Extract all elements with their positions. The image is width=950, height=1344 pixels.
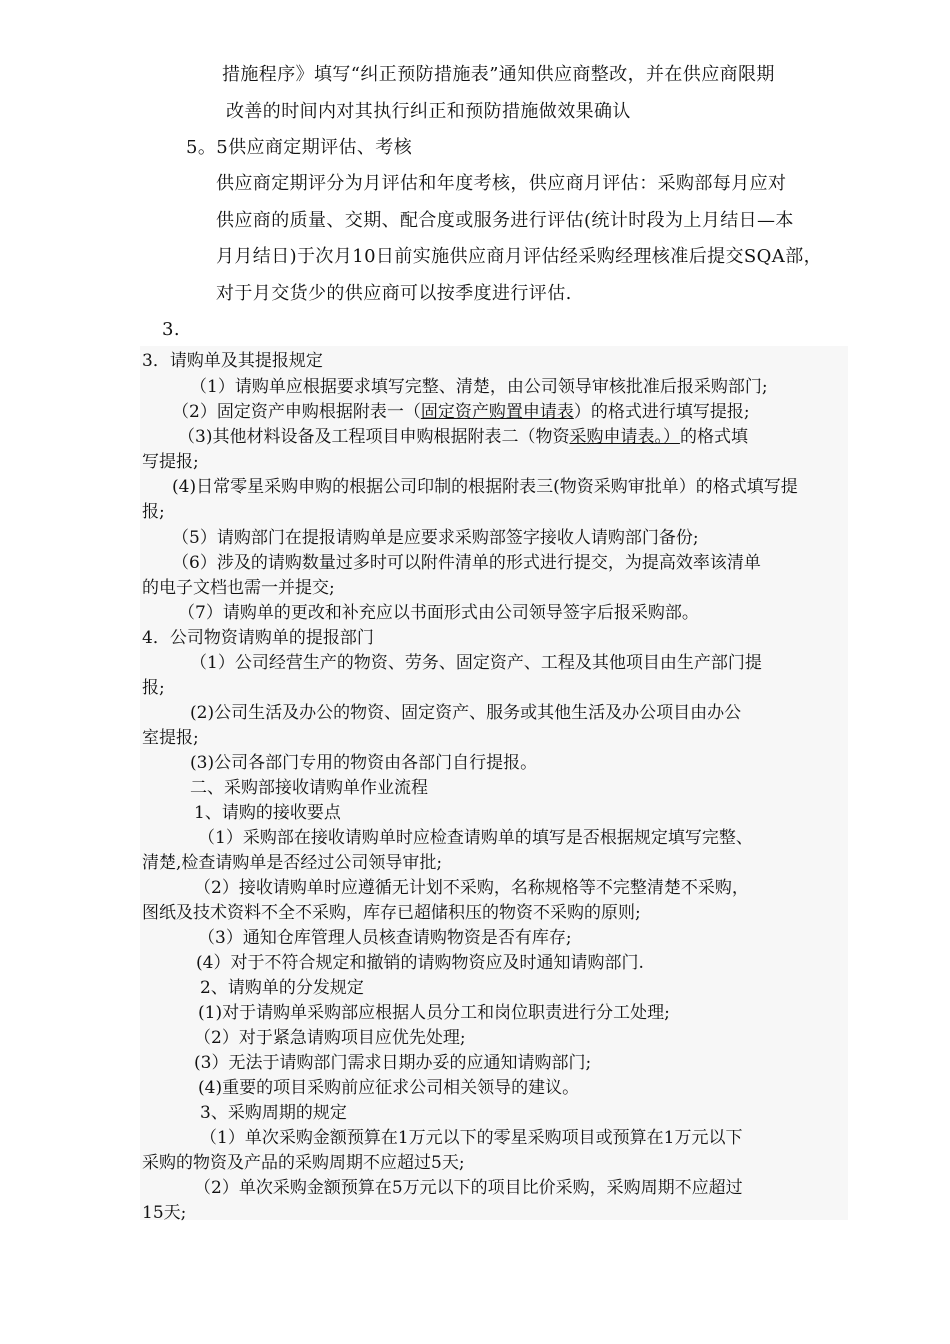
text-line: 供应商的质量、交期、配合度或服务进行评估(统计时段为上月结日—本: [216, 210, 794, 231]
list-item: （1）单次采购金额预算在1万元以下的零星采购项目或预算在1万元以下: [200, 1128, 743, 1148]
list-item: (3)公司各部门专用的物资由各部门自行提报。: [190, 753, 538, 773]
text-line: 对于月交货少的供应商可以按季度进行评估.: [216, 283, 572, 304]
subsection-title: 3、采购周期的规定: [200, 1103, 347, 1123]
section-title: 4．公司物资请购单的提报部门: [142, 628, 374, 648]
list-item-cont: 写提报;: [142, 452, 199, 472]
list-item-cont: 报;: [142, 502, 165, 522]
list-item-cont: 清楚,检查请购单是否经过公司领导审批;: [142, 853, 443, 873]
text-line: 供应商定期评分为月评估和年度考核，供应商月评估：采购部每月应对: [216, 173, 787, 194]
text-line: 措施程序》填写“纠正预防措施表”通知供应商整改，并在供应商限期: [222, 64, 775, 85]
list-item: （5）请购部门在提报请购单是应要求采购部签字接收人请购部门备份;: [172, 528, 699, 548]
list-item: （3）通知仓库管理人员核查请购物资是否有库存;: [198, 928, 572, 948]
list-item-cont: 室提报;: [142, 728, 199, 748]
list-item-cont: 图纸及技术资料不全不采购，库存已超储积压的物资不采购的原则;: [142, 903, 641, 923]
section-heading-5-5: 5。5供应商定期评估、考核: [186, 137, 413, 158]
part-title: 二、采购部接收请购单作业流程: [190, 778, 428, 798]
list-item: （2）单次采购金额预算在5万元以下的项目比价采购，采购周期不应超过: [194, 1178, 743, 1198]
list-item: （2）固定资产申购根据附表一（固定资产购置申请表）的格式进行填写提报;: [172, 402, 750, 422]
list-item: （1）请购单应根据要求填写完整、清楚，由公司领导审核批准后报采购部门;: [190, 377, 768, 397]
subsection-title: 2、请购单的分发规定: [200, 978, 364, 998]
list-item: （2）接收请购单时应遵循无计划不采购，名称规格等不完整清楚不采购，: [194, 878, 749, 898]
list-item: （3)其他材料设备及工程项目申购根据附表二（物资采购申请表。）的格式填: [178, 427, 748, 447]
list-item: （2）对于紧急请购项目应优先处理;: [194, 1028, 466, 1048]
list-item-cont: 采购的物资及产品的采购周期不应超过5天;: [142, 1153, 465, 1173]
list-item-cont: 15天;: [142, 1203, 187, 1223]
text-line: 月月结日)于次月10日前实施供应商月评估经采购经理核准后提交SQA部，: [216, 246, 823, 267]
list-item: (4）对于不符合规定和撤销的请购物资应及时通知请购部门.: [196, 953, 644, 973]
fixed-asset-form-link[interactable]: 固定资产购置申请表: [420, 402, 574, 422]
list-item-cont: 报;: [142, 678, 165, 698]
list-item: (2)公司生活及办公的物资、固定资产、服务或其他生活及办公项目由办公: [190, 703, 742, 723]
list-item: (3）无法于请购部门需求日期办妥的应通知请购部门;: [194, 1053, 592, 1073]
section-number: 3.: [162, 319, 180, 340]
list-item: （7）请购单的更改和补充应以书面形式由公司领导签字后报采购部。: [178, 603, 699, 623]
list-item: (1)对于请购单采购部应根据人员分工和岗位职责进行分工处理;: [198, 1003, 670, 1023]
list-item-cont: 的电子文档也需一并提交;: [142, 578, 335, 598]
purchase-request-form-link[interactable]: 采购申请表。）: [569, 427, 680, 447]
text-line: 改善的时间内对其执行纠正和预防措施做效果确认: [226, 101, 631, 122]
section-title: 3．请购单及其提报规定: [142, 351, 323, 371]
list-item: （6）涉及的请购数量过多时可以附件清单的形式进行提交，为提高效率该清单: [172, 553, 761, 573]
subsection-title: 1、请购的接收要点: [194, 803, 341, 823]
list-item: （1）采购部在接收请购单时应检查请购单的填写是否根据规定填写完整、: [198, 828, 753, 848]
list-item: (4)重要的项目采购前应征求公司相关领导的建议。: [198, 1078, 580, 1098]
list-item: （1）公司经营生产的物资、劳务、固定资产、工程及其他项目由生产部门提: [190, 653, 762, 673]
list-item: (4)日常零星采购申购的根据公司印制的根据附表三(物资采购审批单）的格式填写提: [172, 477, 798, 497]
